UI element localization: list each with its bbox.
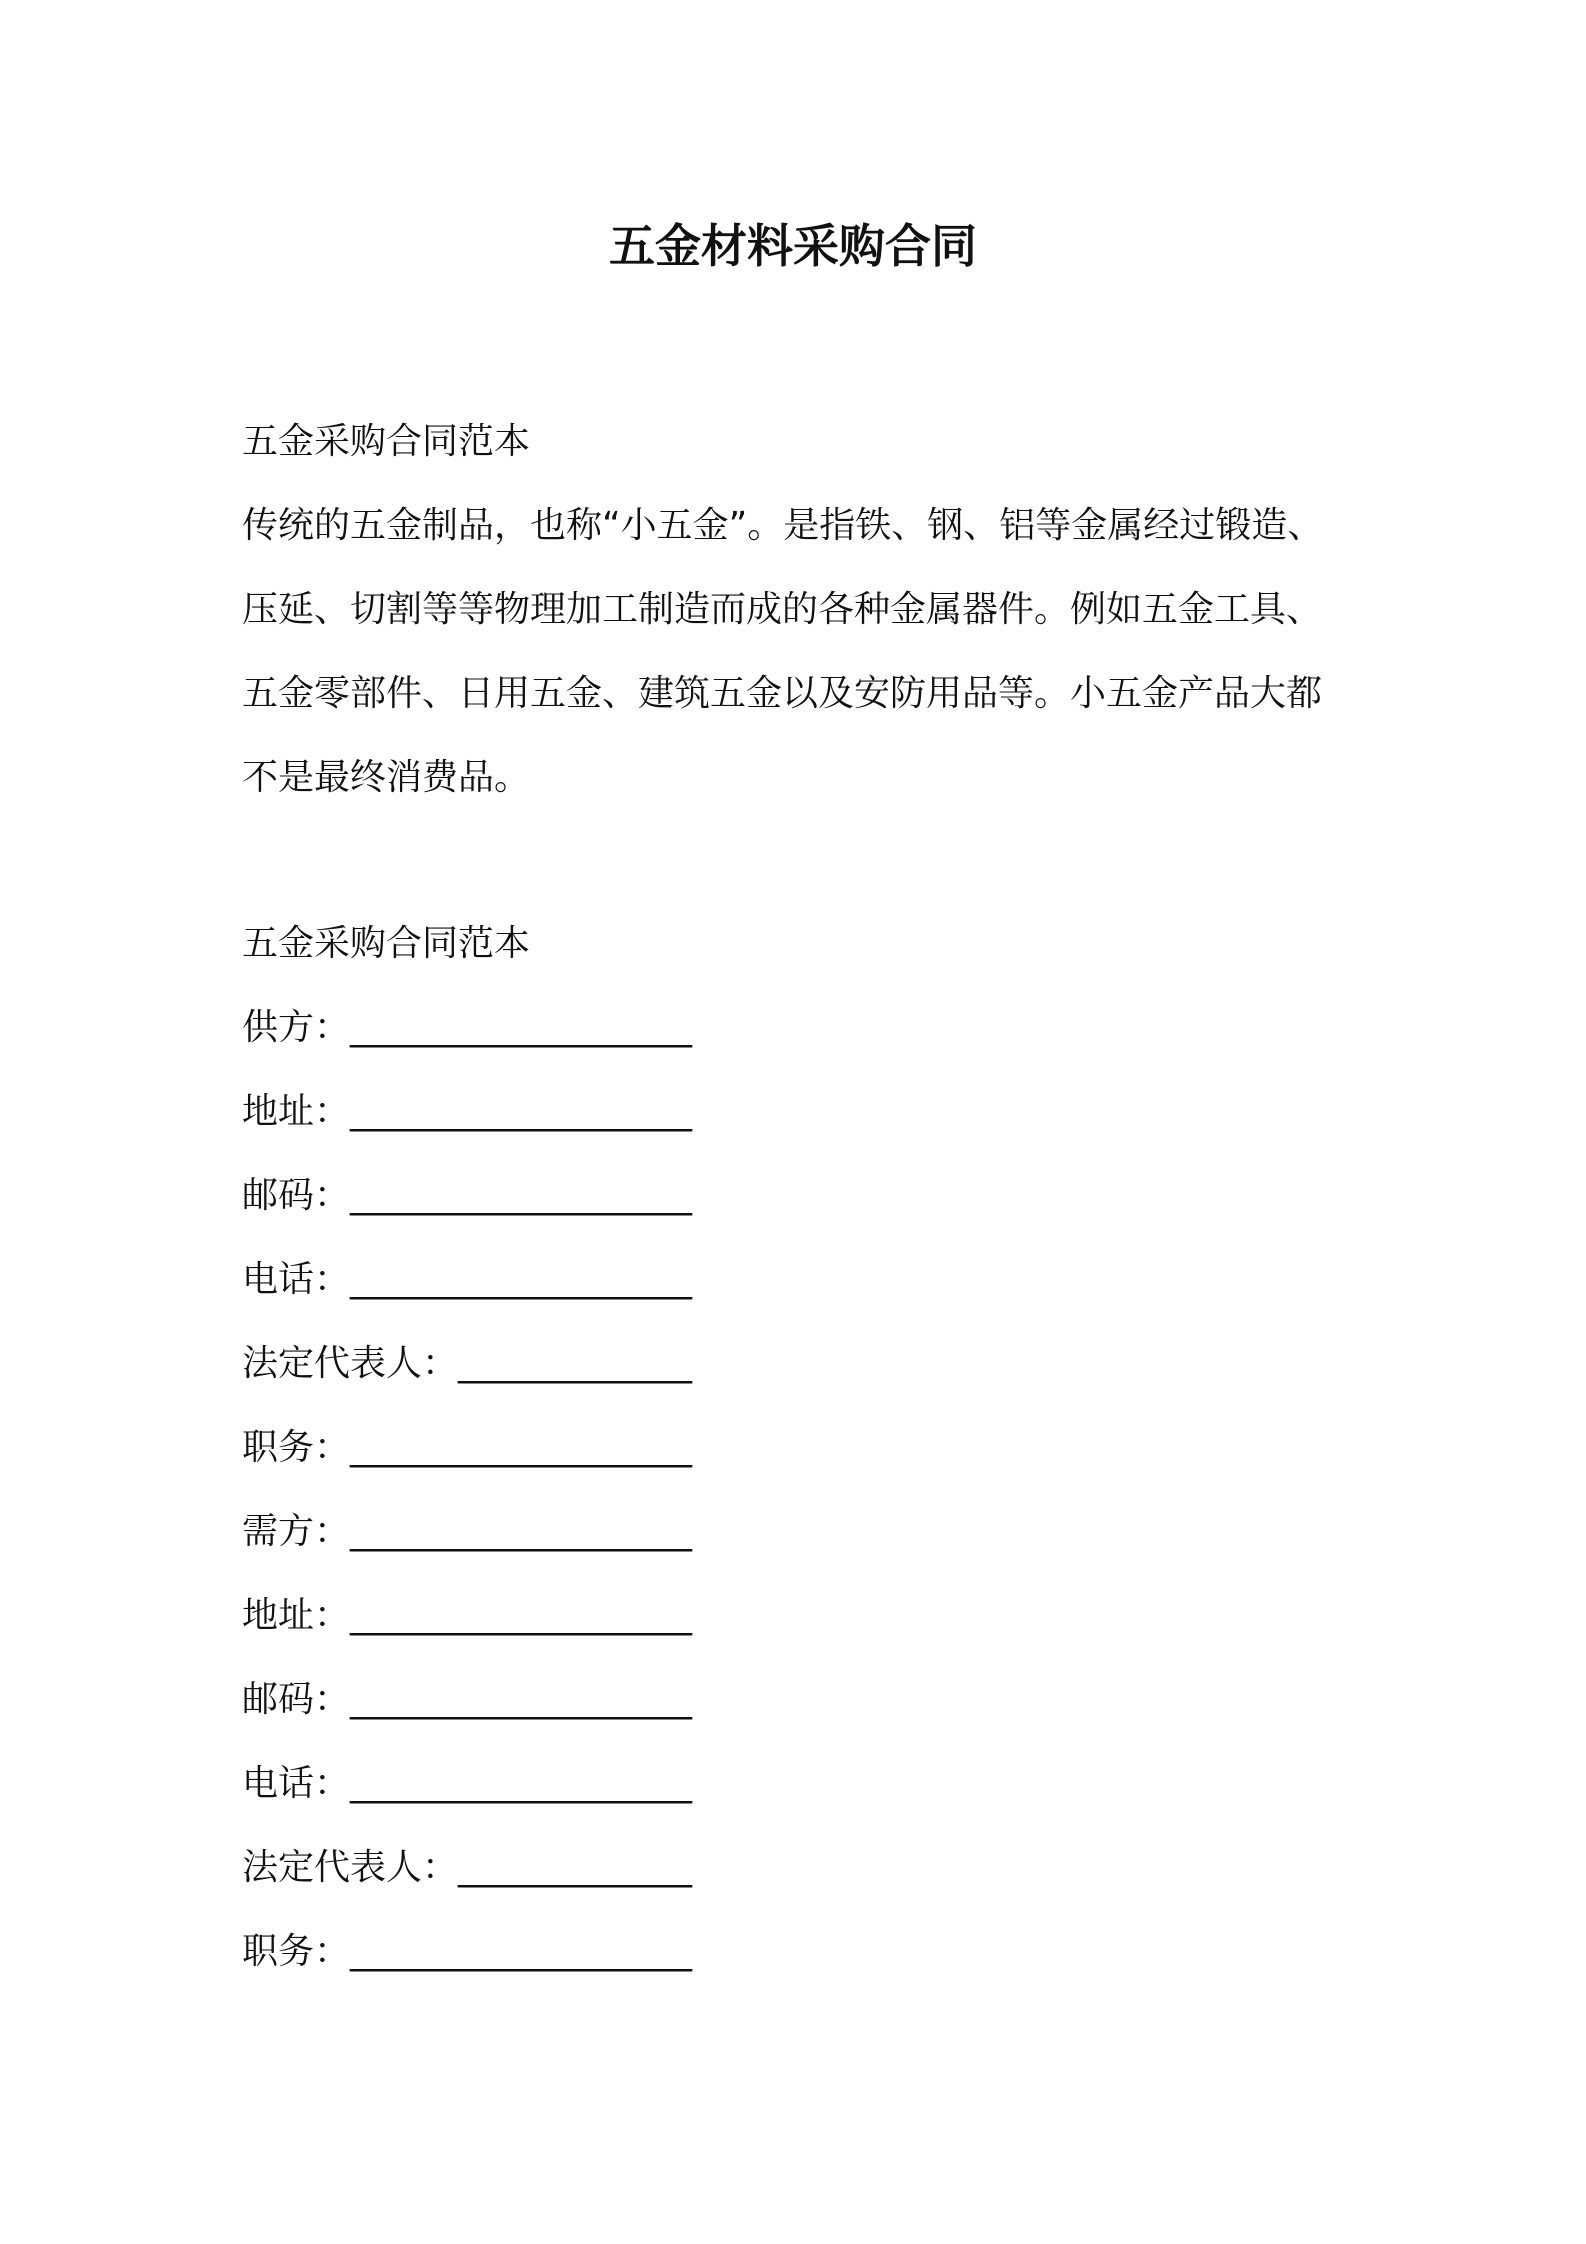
form-field-supplier-legal-rep	[242, 1322, 1382, 1406]
field-label: 邮码：	[242, 1679, 351, 1720]
form-field-supplier-phone	[242, 1238, 1382, 1322]
field-blank: ___________________	[350, 1763, 693, 1804]
intro-heading: 五金采购合同范本	[242, 421, 531, 462]
field-label: 法定代表人：	[242, 1343, 459, 1384]
field-blank: ___________________	[350, 1427, 693, 1468]
field-label: 供方：	[242, 1007, 351, 1048]
form-field-supplier-address	[242, 1070, 1382, 1154]
intro-line: 不是最终消费品。	[242, 757, 531, 798]
intro-line: 传统的五金制品，也称“小五金”。是指铁、钢、铝等金属经过锻造、	[242, 505, 1324, 546]
form-field-buyer	[242, 1490, 1382, 1574]
section-spacer	[242, 820, 1382, 902]
field-blank: ___________________	[350, 1679, 693, 1720]
field-blank: ___________________	[350, 1259, 693, 1300]
field-label: 邮码：	[242, 1175, 351, 1216]
field-label: 地址：	[242, 1091, 351, 1132]
form-field-buyer-position	[242, 1910, 1382, 1994]
field-label: 职务：	[242, 1427, 351, 1468]
field-blank: ___________________	[350, 1091, 693, 1132]
field-label: 地址：	[242, 1595, 351, 1636]
form-field-buyer-postcode	[242, 1658, 1382, 1742]
field-label: 需方：	[242, 1511, 351, 1552]
document-title: 五金材料采购合同	[609, 219, 977, 273]
form-field-buyer-address	[242, 1574, 1382, 1658]
field-blank: ___________________	[350, 1007, 693, 1048]
form-field-supplier	[242, 986, 1382, 1070]
field-label: 职务：	[242, 1931, 351, 1972]
document-body	[242, 400, 1382, 1994]
field-blank: _____________	[458, 1343, 693, 1384]
field-blank: ___________________	[350, 1175, 693, 1216]
form-heading: 五金采购合同范本	[242, 923, 531, 964]
form-field-supplier-position	[242, 1406, 1382, 1490]
field-blank: _____________	[458, 1847, 693, 1888]
field-label: 电话：	[242, 1259, 351, 1300]
form-field-buyer-phone	[242, 1742, 1382, 1826]
field-label: 电话：	[242, 1763, 351, 1804]
intro-line: 五金零部件、日用五金、建筑五金以及安防用品等。小五金产品大都	[242, 673, 1323, 714]
form-field-buyer-legal-rep	[242, 1826, 1382, 1910]
field-label: 法定代表人：	[242, 1847, 459, 1888]
form-field-supplier-postcode	[242, 1154, 1382, 1238]
field-blank: ___________________	[350, 1511, 693, 1552]
field-blank: ___________________	[350, 1595, 693, 1636]
field-blank: ___________________	[350, 1931, 693, 1972]
intro-line: 压延、切割等等物理加工制造而成的各种金属器件。例如五金工具、	[242, 589, 1323, 630]
